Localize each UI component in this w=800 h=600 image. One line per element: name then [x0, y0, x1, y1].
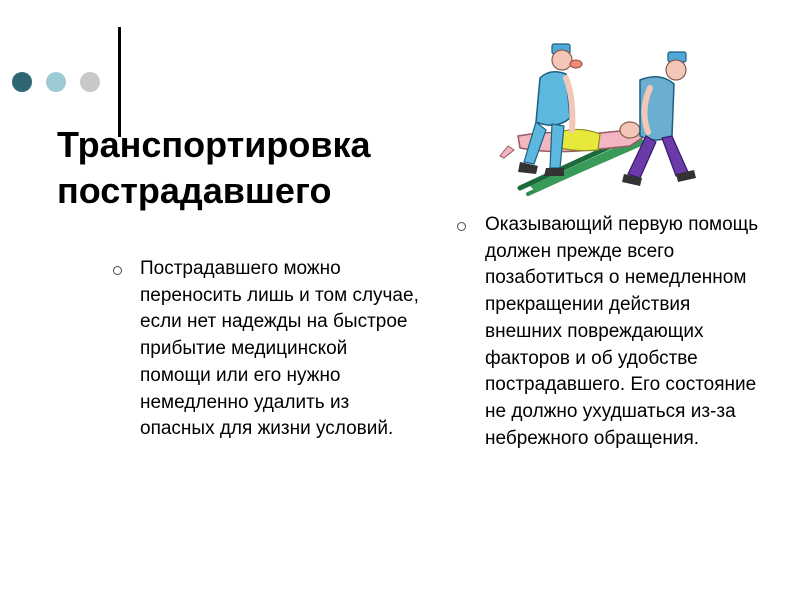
decor-dot-grey — [80, 72, 100, 92]
stretcher-carry-illustration — [490, 38, 705, 200]
hollow-bullet-icon — [113, 266, 122, 275]
bullet-text: Пострадавшего можно переносить лишь и том случае, если нет надежды на быстрое прибытие медицинской помощи или его нужно немедленно удалить из опасных для жизни условий. — [140, 258, 419, 440]
slide-title: Транспортировка пострадавшего — [57, 124, 371, 211]
hollow-bullet-icon — [457, 222, 466, 231]
decor-vertical-line — [118, 27, 121, 137]
medic-right-icon — [622, 52, 696, 186]
decor-dot-dark — [12, 72, 32, 92]
bullet-item — [485, 212, 760, 452]
decor-dot-light — [46, 72, 66, 92]
right-bullet-list — [485, 212, 760, 452]
left-bullet-list — [140, 256, 420, 443]
medic-left-icon — [518, 44, 582, 176]
bullet-item — [140, 256, 420, 443]
bullet-text: Оказывающий первую помощь должен прежде всего позаботиться о немедленном прекращении действия внешних повреждающих факторов и об удобстве пострадавшего. Его состояние не должно ухудшаться из-за небрежного обращения. — [485, 214, 759, 449]
decor-dots — [12, 72, 100, 92]
